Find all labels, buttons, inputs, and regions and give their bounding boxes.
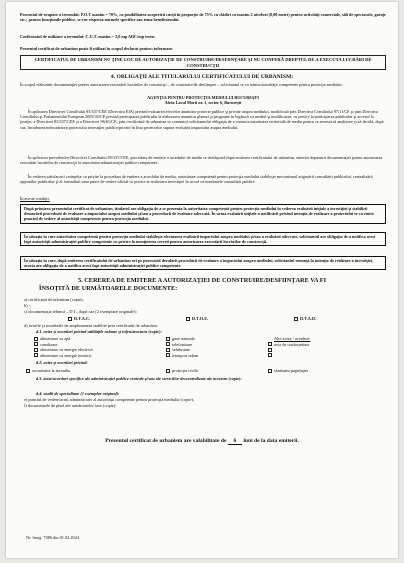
section4-para2: În aplicarea prevederilor Directivei Consiliului 85/337/CEE, procedura de emitere a acordului de mediu se desfăşoară după emiterea certificatului de urbanism, anterior depunerii documentaţiei pentru autorizarea executării lucrărilor de construcţii la autoritatea administraţiei publice competente. — [20, 155, 383, 166]
checkbox-icon — [34, 348, 38, 352]
section4-title: 4. OBLIGAŢII ALE TITULARULUI CERTIFICATULUI DE URBANISM: — [110, 74, 294, 80]
doc-c: c) documentaţia tehnică – D.T., după caz (2 exemplare originale): — [24, 309, 137, 314]
doc-d4: d.4. studii de specialitate (1 exemplar original): — [36, 391, 120, 396]
pot-text: Procentul de ocupare a terenului: P.O.T maxim = 70%, cu posibilitatea acoperirii curţii în proporţie de 75% cu clădiri cu maxim 2 niveluri (8,00 metri) pentru activităţi comerciale, săli de spectacole, garaje etc.; pentru funcţiunile publice, se vor respecta normele specifice sau tema beneficiarului. — [20, 12, 386, 23]
section4-para3: În vederea satisfacerii cerinţelor cu privire la procedura de emitere a acordului de mediu, autoritatea competentă pentru protecţia mediului stabileşte mecanismul asigurării consultării publicului, centralizării opţiunilor publicului şi al formulării unui punct de vedere oficial cu privire la realizarea investiţiei în acord cu rezultatele consultării publice. — [20, 174, 373, 185]
doc-d2: d.2. avize şi acorduri privind: — [36, 360, 88, 365]
checkbox-icon — [268, 369, 272, 373]
dt-dtoe-option[interactable]: D.T.O.E. — [186, 316, 208, 322]
checkbox-icon — [166, 369, 170, 373]
util-electric[interactable]: alimentare cu energie electrică — [34, 347, 93, 353]
checkbox-icon — [166, 337, 170, 341]
doc-e: e) punctul de vedere/actul administrativ al autorităţii competente pentru protecţia mediului (copie); — [24, 397, 195, 402]
validity-statement: Prezentul certificat de urbanism are valabilitate de 6 luni de la data emiterii. — [105, 438, 299, 444]
doc-b: b) -; — [24, 303, 32, 308]
checkbox-icon — [166, 342, 170, 346]
doc-d3: d.3. avize/acorduri specifice ale administraţiei publice centrale şi/sau ale serviciilor descentralizate ale acestora (copie): — [36, 376, 242, 381]
section5-title-line1: 5. CEREREA DE EMITERE A AUTORIZAŢIEI DE CONSTRUIRE/DESFIINŢARE VA FI — [77, 277, 327, 284]
section4-conditions: În aceste condiţii: — [20, 196, 50, 201]
checkbox-icon — [294, 317, 298, 321]
util-sanitation[interactable]: salubritate — [166, 347, 198, 353]
doc-d1: d.1. avize şi acorduri privind utilităţile urbane şi infrastructura (copie): — [36, 329, 162, 334]
util-thermal[interactable]: alimentare cu energie termică — [34, 353, 93, 359]
section4-intro: În scopul elaborării documentaţiei pentru autorizarea executării lucrărilor de construcţii – de construire/de desfiinţare – solicitantul se va adresa autorităţii competente pentru protecţia mediului: — [20, 82, 343, 87]
cut-text: Coeficientul de utilizare a terenului: C.U.T. maxim = 3,0 mp ADC/mp teren. — [20, 34, 156, 39]
util-col-2 — [166, 336, 198, 358]
dt-dtad-option[interactable]: D.T.A.D. — [294, 316, 316, 322]
doc-d: d) avizele şi acordurile de amplasament stabilite prin certificatul de urbanism: — [24, 323, 158, 328]
checkbox-icon — [166, 353, 170, 357]
purpose-line: Prezentul certificat de urbanism poate fi utilizat în scopul declarat pentru: informare. — [20, 46, 174, 51]
checkbox-icon — [166, 348, 170, 352]
util-sewer[interactable]: canalizare — [34, 342, 93, 348]
agency-name: AGENŢIA PENTRU PROTECŢIA MEDIULUI BUCUREŞTI — [147, 95, 259, 100]
env-box-1: După primirea prezentului certificat de urbanism, titularul are obligaţia de a se prezenta la autoritatea competentă pentru protecţia mediului în vederea evaluării iniţiale a investiţiei şi stabilirii demarării procedurii de evaluare a impactului asupra mediului şi/sau a procedurii de evaluare adecvată. În urma evaluării iniţiale a notificării privind intenţia de realizare a proiectului se va emite punctul de vedere al autorităţii competente pentru protecţia mediului. — [20, 204, 386, 224]
document-page — [6, 2, 398, 558]
other-blank-2[interactable] — [268, 353, 310, 359]
registration-number: Nr. înreg. 7086 din 01.02.2024 — [26, 535, 79, 540]
section5-title-line2: ÎNSOŢITĂ DE URMĂTOARELE DOCUMENTE: — [39, 285, 178, 292]
other-approvals — [268, 336, 310, 358]
d2-civil[interactable]: protecţia civilă — [166, 368, 198, 374]
env-box-3: În situaţia în care, după emiterea certificatului de urbanism ori pe parcursul derulării procedurii de evaluare a impactului asupra mediului, solicitantul renunţă la intenţia de realizare a investiţiei, acesta are obligaţia de a notifica acest fapt autorităţii administraţiei publice competente. — [20, 256, 386, 270]
checkbox-icon — [186, 317, 190, 321]
agency-address: Aleea Lacul Morii nr. 1, sector 6, Bucureşti — [164, 100, 242, 105]
doc-f: f) documentele de plată ale următoarelor taxe (copie): — [24, 403, 117, 408]
checkbox-icon — [68, 317, 72, 321]
other-conformity[interactable]: aviz de conformitate — [268, 342, 310, 348]
other-approvals-heading: Alte avize / acorduri: — [274, 336, 311, 341]
d2-health[interactable]: sănătatea populaţiei — [268, 368, 308, 374]
util-phone[interactable]: telefonizare — [166, 342, 198, 348]
checkbox-icon — [26, 369, 30, 373]
checkbox-icon — [34, 353, 38, 357]
checkbox-icon — [34, 337, 38, 341]
notice-box: CERTIFICATUL DE URBANISM NU ŢINE LOC DE AUTORIZAŢIE DE CONSTRUIRE/DESFIINŢARE ŞI NU CONFERĂ DREPTUL DE A EXECUTA LUCRĂRI DE CONSTRUCŢII — [20, 55, 386, 70]
dt-dtac-option[interactable]: D.T.A.C. — [68, 316, 90, 322]
util-water[interactable]: alimentare cu apă — [34, 336, 93, 342]
checkbox-icon — [268, 342, 272, 346]
util-transport[interactable]: transport urban — [166, 353, 198, 359]
util-gas[interactable]: gaze naturale — [166, 336, 198, 342]
checkbox-icon — [268, 353, 272, 357]
doc-a: a) certificatul de urbanism (copie); — [24, 297, 84, 302]
validity-months: 6 — [228, 438, 242, 445]
env-box-2: În situaţia în care autoritatea competentă pentru protecţia mediului stabileşte efectuarea evaluării impactului asupra mediului şi/sau a evaluării adecvate, solicitantul are obligaţia de a notifica acest fapt autorităţii administraţiei publice competente cu privire la menţinerea cererii pentru autorizarea executării lucrărilor de construcţii. — [20, 232, 386, 246]
checkbox-icon — [268, 348, 272, 352]
section4-para1: În aplicarea Directivei Consiliului 85/337/CEE (Directiva EIA) privind evaluarea efectelor anumitor proiecte publice şi private asupra mediului, modificată prin Directiva Consiliului 97/11/CE şi prin Directiva Consiliului şi Parlamentului European 2003/35/CE privind participarea publicului la elaborarea anumitor planuri şi programe în legătură cu mediul şi modificarea, cu privire la participarea publicului şi accesul la justiţie, a Directivei 85/337/CEE şi a Directivei 96/61/CE, prin certificatul de urbanism se comunică solicitantului obligaţia de a contacta autoritatea teritorială de mediu pentru ca aceasta să analizeze şi să decidă, după caz, încadrarea/neîncadrarea proiectului investiţiei publice/private în lista proiectelor supuse evaluării impactului asupra mediului. — [20, 109, 384, 130]
util-col-1 — [34, 336, 93, 358]
checkbox-icon — [34, 342, 38, 346]
d2-fire[interactable]: securitatea la incendiu — [26, 368, 70, 374]
